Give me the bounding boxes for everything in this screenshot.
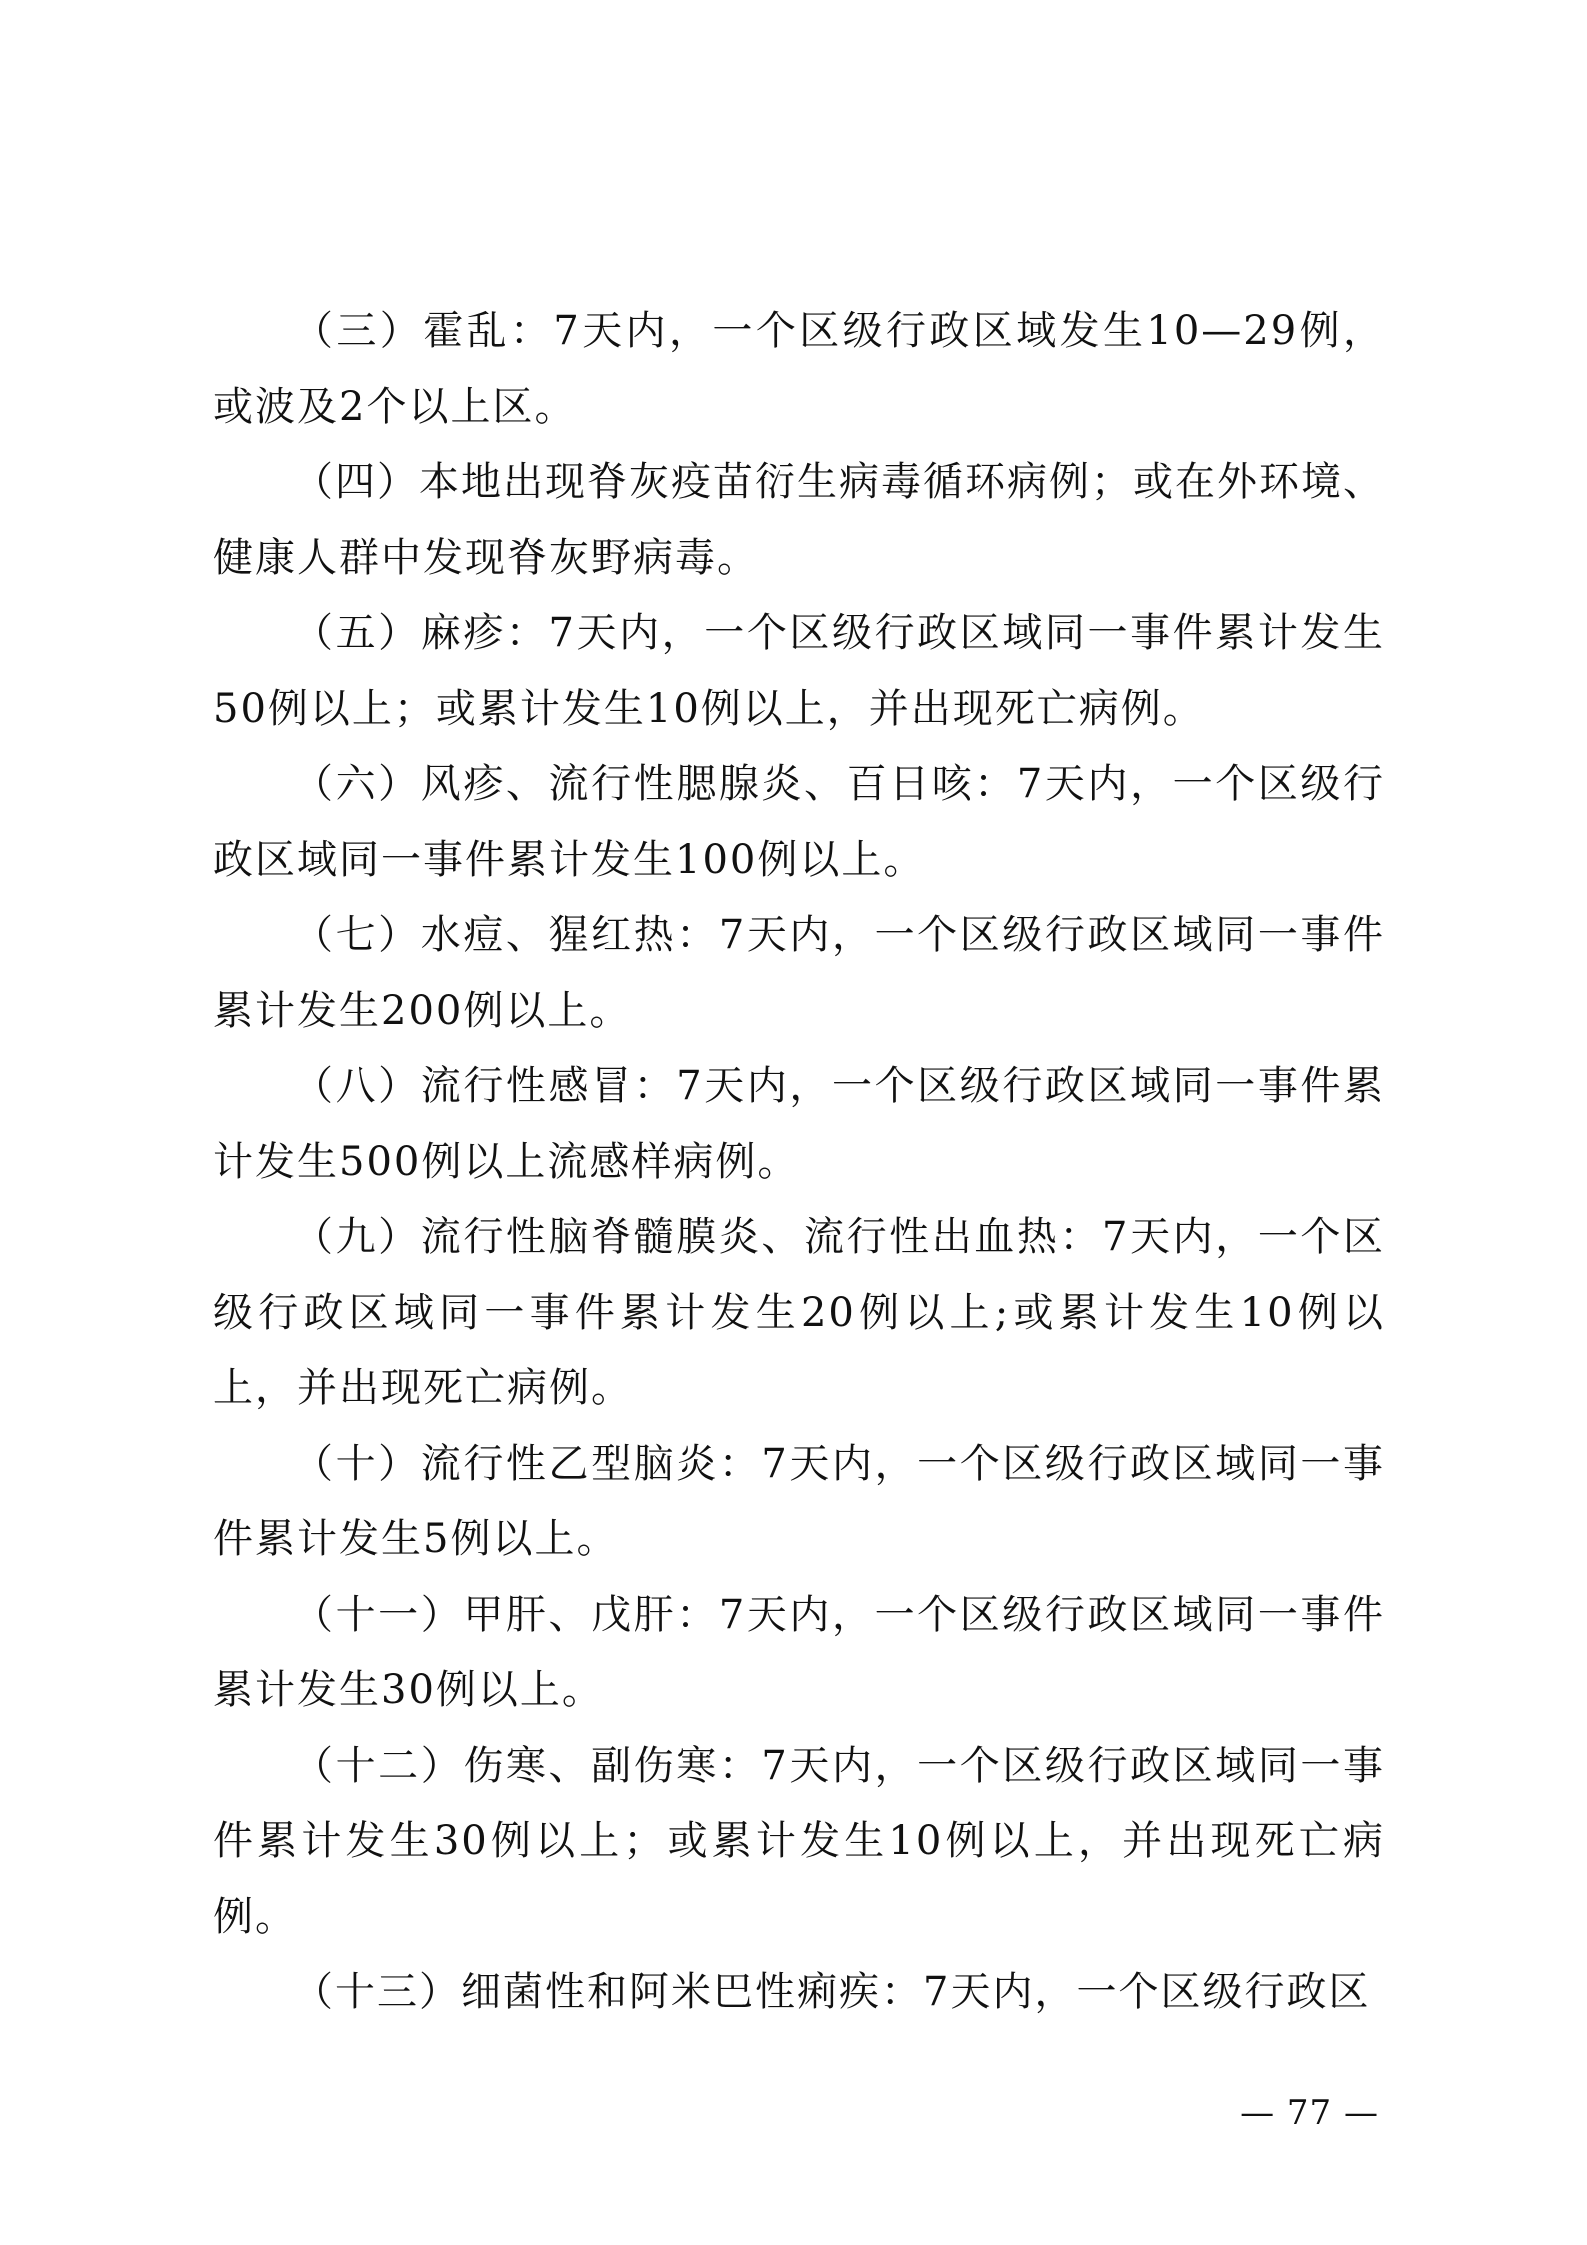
paragraph-rubella-mumps-pertussis: （六）风疹、流行性腮腺炎、百日咳：7天内，一个区级行政区域同一事件累计发生100例以上。 (213, 761, 1385, 883)
paragraph-measles: （五）麻疹：7天内，一个区级行政区域同一事件累计发生50例以上；或累计发生10例以上，并出现死亡病例。 (213, 610, 1385, 732)
paragraph-dysentery: （十三）细菌性和阿米巴性痢疾：7天内，一个区级行政区 (293, 1969, 1371, 2015)
paragraph-cholera: （三）霍乱：7天内，一个区级行政区域发生10—29例，或波及2个以上区。 (213, 308, 1385, 430)
body-text (213, 294, 1385, 2031)
paragraph-meningitis-hemorrhagic-fever: （九）流行性脑脊髓膜炎、流行性出血热：7天内，一个区级行政区域同一事件累计发生20例以上;或累计发生10例以上，并出现死亡病例。 (213, 1214, 1385, 1411)
paragraph-japanese-encephalitis: （十）流行性乙型脑炎：7天内，一个区级行政区域同一事件累计发生5例以上。 (213, 1440, 1385, 1562)
page-number: — 77 — (1240, 2093, 1379, 2133)
paragraph-varicella-scarlet-fever: （七）水痘、猩红热：7天内，一个区级行政区域同一事件累计发生200例以上。 (213, 912, 1385, 1034)
paragraph-hepatitis-a-e: （十一）甲肝、戊肝：7天内，一个区级行政区域同一事件累计发生30例以上。 (213, 1591, 1385, 1713)
paragraph-polio: （四）本地出现脊灰疫苗衍生病毒循环病例；或在外环境、健康人群中发现脊灰野病毒。 (213, 459, 1385, 581)
paragraph-typhoid: （十二）伤寒、副伤寒：7天内，一个区级行政区域同一事件累计发生30例以上；或累计发生10例以上，并出现死亡病例。 (213, 1742, 1385, 1940)
paragraph-influenza: （八）流行性感冒：7天内，一个区级行政区域同一事件累计发生500例以上流感样病例。 (213, 1063, 1385, 1185)
